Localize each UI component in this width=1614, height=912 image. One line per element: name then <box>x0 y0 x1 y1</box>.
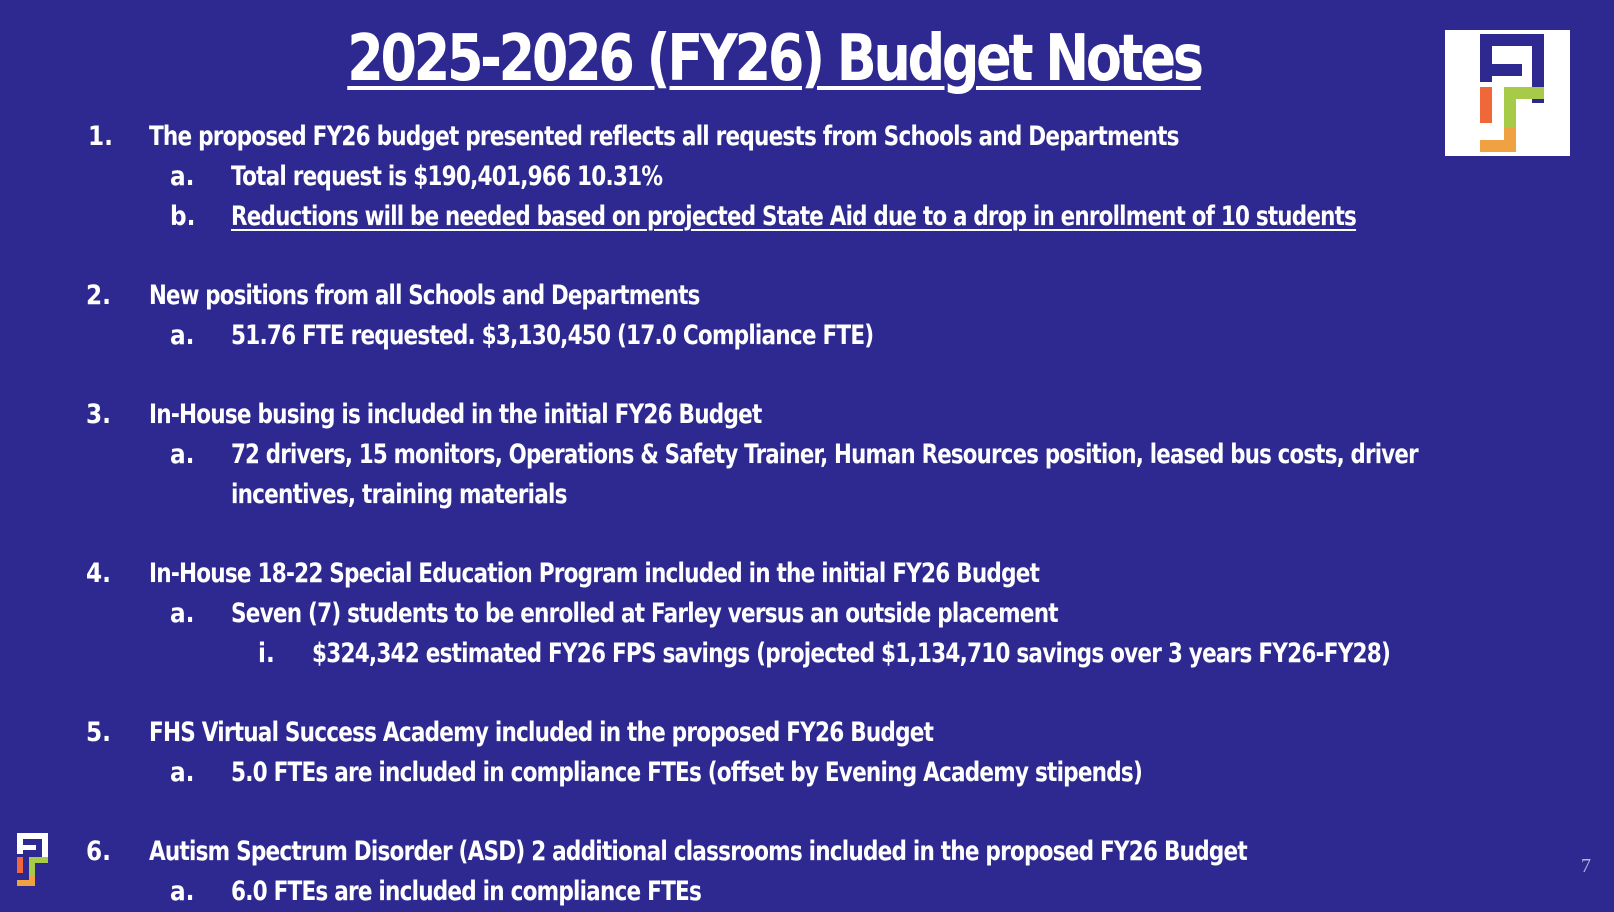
list-item-marker: 6. <box>86 836 111 867</box>
note-5a-text: 5.0 FTEs are included in compliance FTEs (offset by Evening Academy stipends) <box>231 757 1143 788</box>
list-item-marker: i. <box>258 638 275 669</box>
note-4a-text: Seven (7) students to be enrolled at Farley versus an outside placement <box>231 598 1058 629</box>
list-item-marker: 1. <box>88 121 113 152</box>
note-5-text: FHS Virtual Success Academy included in the proposed FY26 Budget <box>149 717 934 748</box>
list-item-marker: 3. <box>86 399 111 430</box>
note-2a-text: 51.76 FTE requested. $3,130,450 (17.0 Compliance FTE) <box>231 320 874 351</box>
note-6a-text: 6.0 FTEs are included in compliance FTEs <box>231 876 702 907</box>
list-item-marker: a. <box>170 161 195 192</box>
note-3-text: In-House busing is included in the initial FY26 Budget <box>149 399 762 430</box>
note-1b-text: Reductions will be needed based on projected State Aid due to a drop in enrollment of 10 students <box>231 201 1357 232</box>
note-4-text: In-House 18-22 Special Education Program included in the initial FY26 Budget <box>149 558 1040 589</box>
note-3a-text-continuation: incentives, training materials <box>231 479 567 510</box>
note-3a-text: 72 drivers, 15 monitors, Operations & Safety Trainer, Human Resources position, leased bus costs, driver <box>231 439 1418 470</box>
list-item-marker: b. <box>170 201 196 232</box>
slide-title: 2025-2026 (FY26) Budget Notes <box>347 22 1201 96</box>
list-item-marker: a. <box>170 757 195 788</box>
note-1a-text: Total request is $190,401,966 10.31% <box>231 161 663 192</box>
list-item-marker: 2. <box>86 280 111 311</box>
list-item-marker: a. <box>170 439 195 470</box>
list-item-marker: 4. <box>86 558 111 589</box>
note-4ai-text: $324,342 estimated FY26 FPS savings (projected $1,134,710 savings over 3 years FY26-FY28) <box>312 638 1391 669</box>
note-1-text: The proposed FY26 budget presented reflects all requests from Schools and Departments <box>149 121 1179 152</box>
note-6-text: Autism Spectrum Disorder (ASD) 2 additional classrooms included in the proposed FY26 Budget <box>149 836 1247 867</box>
list-item-marker: 5. <box>86 717 111 748</box>
list-item-marker: a. <box>170 598 195 629</box>
list-item-marker: a. <box>170 876 195 907</box>
list-item-marker: a. <box>170 320 195 351</box>
note-2-text: New positions from all Schools and Departments <box>149 280 700 311</box>
page-number: 7 <box>1581 855 1591 877</box>
